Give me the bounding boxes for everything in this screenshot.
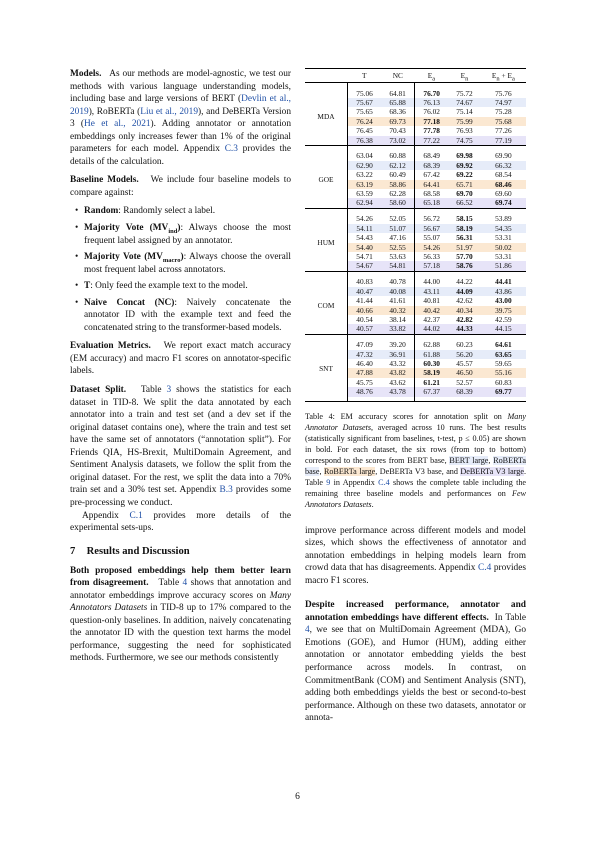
appendix-link[interactable]: C.4 [478,563,492,574]
dataset-label: COM [305,277,348,333]
table-cell: 39.75 [481,306,526,315]
table-cell: 70.43 [381,126,415,135]
right-column [305,68,526,725]
table-cell: 39.20 [381,340,415,349]
table-cell: 74.97 [481,98,526,107]
table-cell: 76.13 [415,98,449,107]
table-cell: 59.65 [481,359,526,368]
table-cell: 77.22 [415,136,449,145]
list-item: • Majority Vote $(MV_{ind})$: Always choose the most frequent label assigned by an annotator. [84,222,291,247]
table-cell: 56.33 [415,252,449,261]
table-cell: 74.67 [448,98,481,107]
table-cell: 47.09 [348,340,382,349]
table-cell: 64.41 [415,180,449,189]
table-cell: 62.90 [348,161,382,170]
table-cell: 45.75 [348,378,382,387]
header-Ea: $E_a$ [415,69,449,83]
table-cell: 69.77 [481,387,526,396]
table-cell: 38.14 [381,315,415,324]
header-NC: NC [381,69,415,83]
table-cell: 54.67 [348,261,382,270]
table-cell: 60.83 [481,378,526,387]
baseline-list [70,205,291,334]
table-cell: 76.70 [415,89,449,98]
table-link[interactable]: 3 [166,385,172,396]
table-cell: 58.60 [381,198,415,207]
citation-link[interactable]: Liu et al., 2019 [140,106,199,117]
table-cell: 77.19 [481,136,526,145]
table-cell: 64.61 [481,340,526,349]
table-cell: 51.07 [381,224,415,233]
table-cell: 52.55 [381,243,415,252]
table-cell: 66.32 [481,161,526,170]
table-cell: 73.02 [381,136,415,145]
table-cell: 46.50 [448,368,481,377]
list-item: • T: Only feed the example text to the model. [84,280,291,293]
table-cell: 51.86 [481,261,526,270]
table-cell: 74.75 [448,136,481,145]
paragraph-continued: improve performance across different models and model sizes, which shows the effectiveness of annotator and annotation embeddings in helping models learn from crowd data that has disagreements. Appendix C.4 provides macro F1 scores. [305,525,527,586]
table-cell: 51.97 [448,243,481,252]
table-cell: 67.42 [415,170,449,179]
table-cell: 56.31 [448,233,481,242]
paragraph-baseline: Baseline Models. We include four baseline models to compare against: [70,175,292,198]
table-cell: 33.82 [381,324,415,333]
table-cell: 56.67 [415,224,449,233]
table-cell: 43.62 [381,378,415,387]
table-cell: 44.22 [448,277,481,286]
table-cell: 56.20 [448,350,481,359]
table-cell: 53.63 [381,252,415,261]
table-cell: 68.36 [381,107,415,116]
table-cell: 58.15 [448,214,481,223]
paragraph-appendix: Appendix C.1 provides more details of the experimental sets-ups. [70,510,291,534]
table-caption: Table 4: EM accuracy scores for annotation split on Many Annotator Datasets, averaged across 10 runs. The best results (statistically significant from baselines, t-test, p ≤ 0.05) are shown in bold. For each dataset, the six rows (from top to bottom) correspond to the scores from BERT base, BERT large, RoBERTa base, RoBERTa large, DeBERTa V3 base, and DeBERTa V3 large. Table 9 in Appendix C.4 shows the complete table including the remaining three baseline models and performances on Few Annotators Datasets. [305,411,527,510]
table-cell: 53.31 [481,233,526,242]
table-cell: 42.82 [448,315,481,324]
table-cell: 75.65 [348,107,382,116]
table-cell: 45.57 [448,359,481,368]
table-cell: 40.78 [381,277,415,286]
table-link[interactable]: 9 [326,478,331,488]
header-T: T [348,69,382,83]
citation-link[interactable]: He et al., 2021 [84,119,151,130]
table-cell: 41.44 [348,296,382,305]
table-cell: 75.72 [448,89,481,98]
table-cell: 67.37 [415,387,449,396]
table-cell: 48.76 [348,387,382,396]
table-cell: 52.57 [448,378,481,387]
table-cell: 54.40 [348,243,382,252]
table-row [305,277,526,286]
table-cell: 54.26 [415,243,449,252]
table-cell: 40.81 [415,296,449,305]
table-cell: 41.61 [381,296,415,305]
table-cell: 69.70 [448,189,481,198]
table-cell: 43.86 [481,287,526,296]
table-cell: 68.49 [415,151,449,160]
table-cell: 40.54 [348,315,382,324]
table-cell: 69.92 [448,161,481,170]
table-cell: 54.26 [348,214,382,223]
table-bottom-rule [305,397,526,402]
dataset-label: MDA [305,89,348,145]
table-cell: 62.12 [381,161,415,170]
table-cell: 44.41 [481,277,526,286]
appendix-link[interactable]: C.3 [224,144,238,155]
table-row [305,89,526,98]
table-cell: 68.58 [415,189,449,198]
table-cell: 69.60 [481,189,526,198]
table-link[interactable]: 4 [305,625,310,636]
table-cell: 42.59 [481,315,526,324]
paragraph-models: Models. As our methods are model-agnostic, we test our methods with various language understanding models, including base and large versions of BERT (Devlin et al., 2019), RoBERTa (Liu et al., 2019), and DeBERTa Version 3 (He et al., 2021). Adding annotator or annotation embeddings only increases fewer than 1% of the original parameters for each model. Appendix C.3 provides the details of the calculation. [70,69,292,167]
table-cell: 64.81 [381,89,415,98]
table-cell: 63.19 [348,180,382,189]
table-cell: 69.90 [481,151,526,160]
table-cell: 61.88 [415,350,449,359]
table-cell: 75.28 [481,107,526,116]
table-cell: 43.78 [381,387,415,396]
table-cell: 43.11 [415,287,449,296]
appendix-link[interactable]: C.4 [378,478,390,488]
table-cell: 42.37 [415,315,449,324]
table-cell: 42.62 [448,296,481,305]
table-cell: 40.57 [348,324,382,333]
paragraph-despite: Despite increased performance, annotator and annotation embeddings have different effects. In Table 4, we see that on MultiDomain Agreement (MDA), Go Emotions (GOE), and Humor (HUM), adding either annotation or annotator embedding yields the best performance across models. In contrast, on CommitmentBank (COM) and Sentiment Analysis (SNT), adding both embeddings yields the best or second-to-best performance. Although on these two datasets, annotator or annota- [305,600,526,724]
table-cell: 54.81 [381,261,415,270]
table-cell: 40.47 [348,287,382,296]
table-cell: 40.83 [348,277,382,286]
table-cell: 40.08 [381,287,415,296]
table-cell: 44.09 [448,287,481,296]
table-cell: 68.54 [481,170,526,179]
table-cell: 40.32 [381,306,415,315]
table-cell: 52.05 [381,214,415,223]
table-cell: 63.65 [481,350,526,359]
table-cell: 43.82 [381,368,415,377]
table-cell: 58.19 [448,224,481,233]
results-table [305,68,526,402]
table-cell: 60.88 [381,151,415,160]
table-cell: 47.32 [348,350,382,359]
table-cell: 76.02 [415,107,449,116]
table-cell: 62.94 [348,198,382,207]
table-cell: 75.76 [481,89,526,98]
table-cell: 76.45 [348,126,382,135]
table-cell: 77.26 [481,126,526,135]
table-cell: 43.00 [481,296,526,305]
table-cell: 54.43 [348,233,382,242]
table-cell: 77.78 [415,126,449,135]
table-cell: 44.02 [415,324,449,333]
list-item: • Naive Concat (NC): Naively concatenate the annotator ID with the example text and feed the concatenated string to the transformer-based models. [84,297,291,335]
appendix-link[interactable]: B.3 [219,485,233,496]
table-cell: 56.72 [415,214,449,223]
citation-link[interactable]: Devlin et al., 2019 [70,94,291,117]
table-cell: 58.19 [415,368,449,377]
table-cell: 68.39 [415,161,449,170]
table-cell: 76.93 [448,126,481,135]
table-cell: 57.70 [448,252,481,261]
table-cell: 44.15 [481,324,526,333]
table-cell: 69.98 [448,151,481,160]
table-link[interactable]: 4 [182,578,188,589]
table-cell: 53.89 [481,214,526,223]
table-row [305,214,526,223]
table-cell: 65.88 [381,98,415,107]
table-cell: 75.99 [448,117,481,126]
table-header-row [305,69,526,83]
table-cell: 76.38 [348,136,382,145]
paragraph-results: Both proposed embeddings help them better learn from disagreement. Table 4 shows that annotation and annotator embeddings improve accuracy scores on Many Annotators Datasets in TID-8 up to 17% compared to the question-only baselines. In addition, naively concatenating the annotator ID with the question text harms the model performance, suggesting the need for sophisticated methods. Furthermore, we see our methods consistently [70,565,291,664]
table-cell: 65.18 [415,198,449,207]
dataset-label: GOE [305,151,348,207]
table-cell: 58.76 [448,261,481,270]
table-cell: 60.30 [415,359,449,368]
section-heading: 7 Results and Discussion [70,545,190,557]
table-cell: 62.28 [381,189,415,198]
table-cell: 44.33 [448,324,481,333]
table-cell: 54.71 [348,252,382,261]
table-cell: 55.07 [415,233,449,242]
table-cell: 69.73 [381,117,415,126]
table-cell: 40.42 [415,306,449,315]
table-cell: 57.18 [415,261,449,270]
list-item: • Majority Vote $(MV_{macro})$: Always choose the overall most frequent label across annotators. [84,251,291,276]
dataset-label: SNT [305,340,348,396]
table-cell: 65.71 [448,180,481,189]
table-cell: 75.06 [348,89,382,98]
table-cell: 54.35 [481,224,526,233]
table-cell: 54.11 [348,224,382,233]
table-cell: 46.40 [348,359,382,368]
table-cell: 60.23 [448,340,481,349]
table-cell: 43.32 [381,359,415,368]
table-cell: 63.04 [348,151,382,160]
table-cell: 53.31 [481,252,526,261]
table-row [305,340,526,349]
header-En: $E_n$ [448,69,481,83]
table-cell: 60.49 [381,170,415,179]
table-cell: 68.39 [448,387,481,396]
appendix-link[interactable]: C.1 [129,510,143,521]
table-cell: 58.86 [381,180,415,189]
table-cell: 75.68 [481,117,526,126]
table-cell: 69.74 [481,198,526,207]
table-cell: 62.88 [415,340,449,349]
table-cell: 61.21 [415,378,449,387]
table-cell: 44.00 [415,277,449,286]
page-number: 6 [295,792,300,802]
paragraph-dataset-split: Dataset Split. Table 3 shows the statistics for each dataset in TID-8. We split the data annotated by each annotator into a train and test set (and a dev set if the original dataset contains one), where the train and test set have the same set of annotators (“annotation split”). For Friends QIA, HS-Brexit, MultiDomain Agreement, and Sentiment Analysis datasets, we follow the split from the original dataset. For the rest, we split the data into a 70% train set and a 30% test set. Appendix B.3 provides some pre-processing we conduct. [70,385,291,508]
table-cell: 36.91 [381,350,415,359]
table-cell: 68.46 [481,180,526,189]
table-cell: 69.22 [448,170,481,179]
table-cell: 40.66 [348,306,382,315]
table-cell: 75.14 [448,107,481,116]
table-cell: 76.24 [348,117,382,126]
table-row [305,151,526,160]
left-column [70,68,291,665]
table-cell: 63.59 [348,189,382,198]
table-cell: 63.22 [348,170,382,179]
table-cell: 77.18 [415,117,449,126]
header-En-plus-Ea: $E_n + E_a$ [481,69,526,83]
table-cell: 40.34 [448,306,481,315]
table-cell: 47.16 [381,233,415,242]
dataset-label: HUM [305,214,348,270]
table-cell: 75.67 [348,98,382,107]
table-cell: 47.88 [348,368,382,377]
list-item: • Random: Randomly select a label. [84,205,291,218]
table-cell: 55.16 [481,368,526,377]
paragraph-evaluation: Evaluation Metrics. We report exact match accuracy (EM accuracy) and macro F1 scores on annotator-specific labels. [70,341,292,377]
table-cell: 66.52 [448,198,481,207]
table-cell: 50.02 [481,243,526,252]
